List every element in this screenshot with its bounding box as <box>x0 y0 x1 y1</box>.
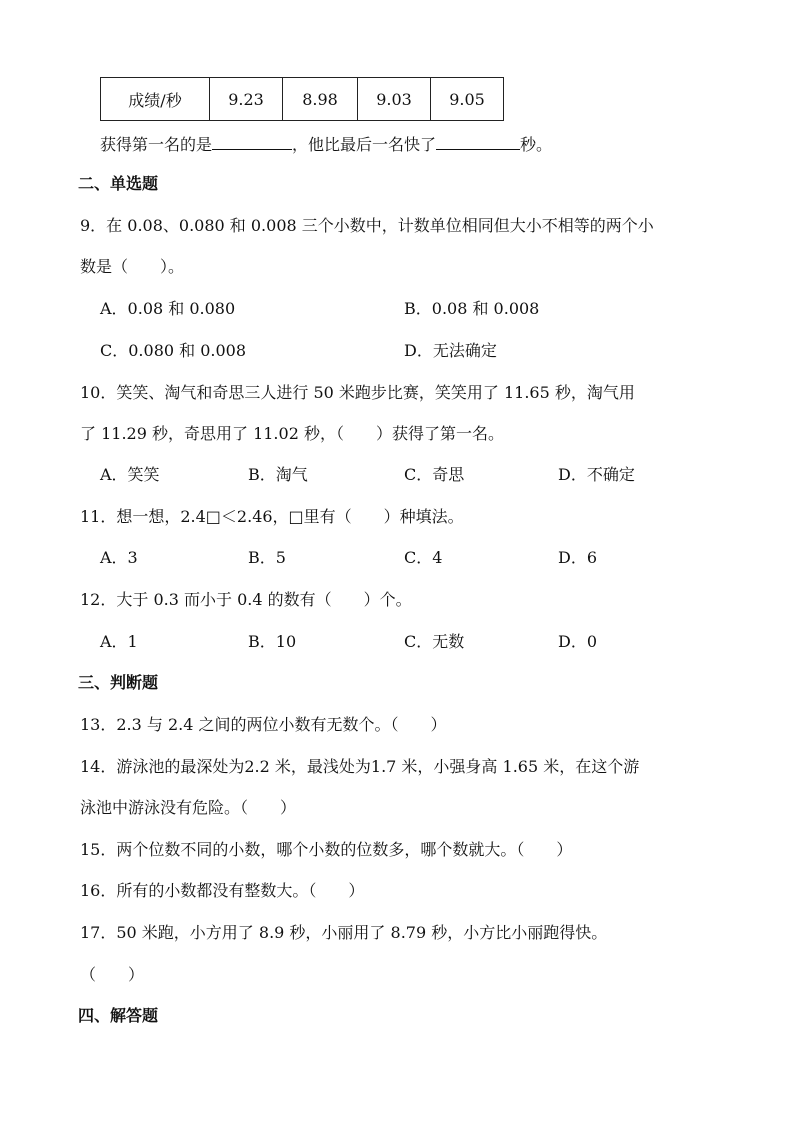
q9-option-d[interactable]: D．无法确定 <box>404 341 497 360</box>
question-15-line-1: 15．两个位数不同的小数，哪个小数的位数多，哪个数就大。（ ） <box>80 840 573 859</box>
q9-option-b[interactable]: B．0.08 和 0.008 <box>404 299 540 318</box>
q8-answer-line <box>100 132 552 156</box>
table-row <box>101 78 504 121</box>
question-14-line-1: 14．游泳池的最深处为2.2 米，最浅处为1.7 米，小强身高 1.65 米，在这个游 <box>80 757 640 776</box>
question-14-line-2: 泳池中游泳没有危险。（ ） <box>80 798 297 817</box>
q12-option-a[interactable]: A．1 <box>100 632 138 651</box>
q12-option-b[interactable]: B．10 <box>248 632 297 651</box>
question-9-line-1: 9．在 0.08、0.080 和 0.008 三个小数中，计数单位相同但大小不相等的两个小 <box>80 216 654 235</box>
q9-option-a[interactable]: A．0.08 和 0.080 <box>100 299 236 318</box>
q8-text-1: 获得第一名的是 <box>100 135 213 154</box>
q9-option-c[interactable]: C．0.080 和 0.008 <box>100 341 247 360</box>
q8-text-3: 秒。 <box>520 135 553 154</box>
question-10-line-1: 10．笑笑、淘气和奇思三人进行 50 米跑步比赛，笑笑用了 11.65 秒，淘气用 <box>80 383 635 402</box>
q11-option-b[interactable]: B．5 <box>248 548 286 567</box>
answer-blank[interactable] <box>436 132 520 150</box>
q12-option-c[interactable]: C．无数 <box>404 632 465 651</box>
score-table <box>100 77 504 121</box>
q12-option-d[interactable]: D．0 <box>558 632 598 651</box>
question-10-line-2: 了 11.29 秒，奇思用了 11.02 秒，（ ）获得了第一名。 <box>80 424 504 443</box>
q10-option-c[interactable]: C．奇思 <box>404 465 465 484</box>
q11-option-d[interactable]: D．6 <box>558 548 598 567</box>
q10-option-d[interactable]: D．不确定 <box>558 465 635 484</box>
q8-text-2: ，他比最后一名快了 <box>292 135 437 154</box>
table-cell: 9.05 <box>431 78 504 121</box>
question-12-line-1: 12．大于 0.3 而小于 0.4 的数有（ ）个。 <box>80 590 412 609</box>
question-9-line-2: 数是（ ）。 <box>80 257 185 276</box>
question-16-line-1: 16．所有的小数都没有整数大。（ ） <box>80 881 365 900</box>
q11-option-c[interactable]: C．4 <box>404 548 443 567</box>
question-11-line-1: 11．想一想，2.4□＜2.46，□里有（ ）种填法。 <box>80 507 464 526</box>
section-title: 四、解答题 <box>78 1006 159 1025</box>
q10-option-b[interactable]: B．淘气 <box>248 465 308 484</box>
q10-option-a[interactable]: A．笑笑 <box>100 465 160 484</box>
table-cell: 8.98 <box>283 78 358 121</box>
question-17-line-1: 17．50 米跑，小方用了 8.9 秒，小丽用了 8.79 秒，小方比小丽跑得快。 <box>80 923 608 942</box>
section-title: 三、判断题 <box>78 673 159 692</box>
table-header-cell: 成绩/秒 <box>101 78 210 121</box>
section-title: 二、单选题 <box>78 174 159 193</box>
q11-option-a[interactable]: A．3 <box>100 548 138 567</box>
table-cell: 9.23 <box>210 78 283 121</box>
table-cell: 9.03 <box>358 78 431 121</box>
question-13-line-1: 13．2.3 与 2.4 之间的两位小数有无数个。（ ） <box>80 715 447 734</box>
question-17-line-2: （ ） <box>80 965 145 984</box>
answer-blank[interactable] <box>212 132 292 150</box>
